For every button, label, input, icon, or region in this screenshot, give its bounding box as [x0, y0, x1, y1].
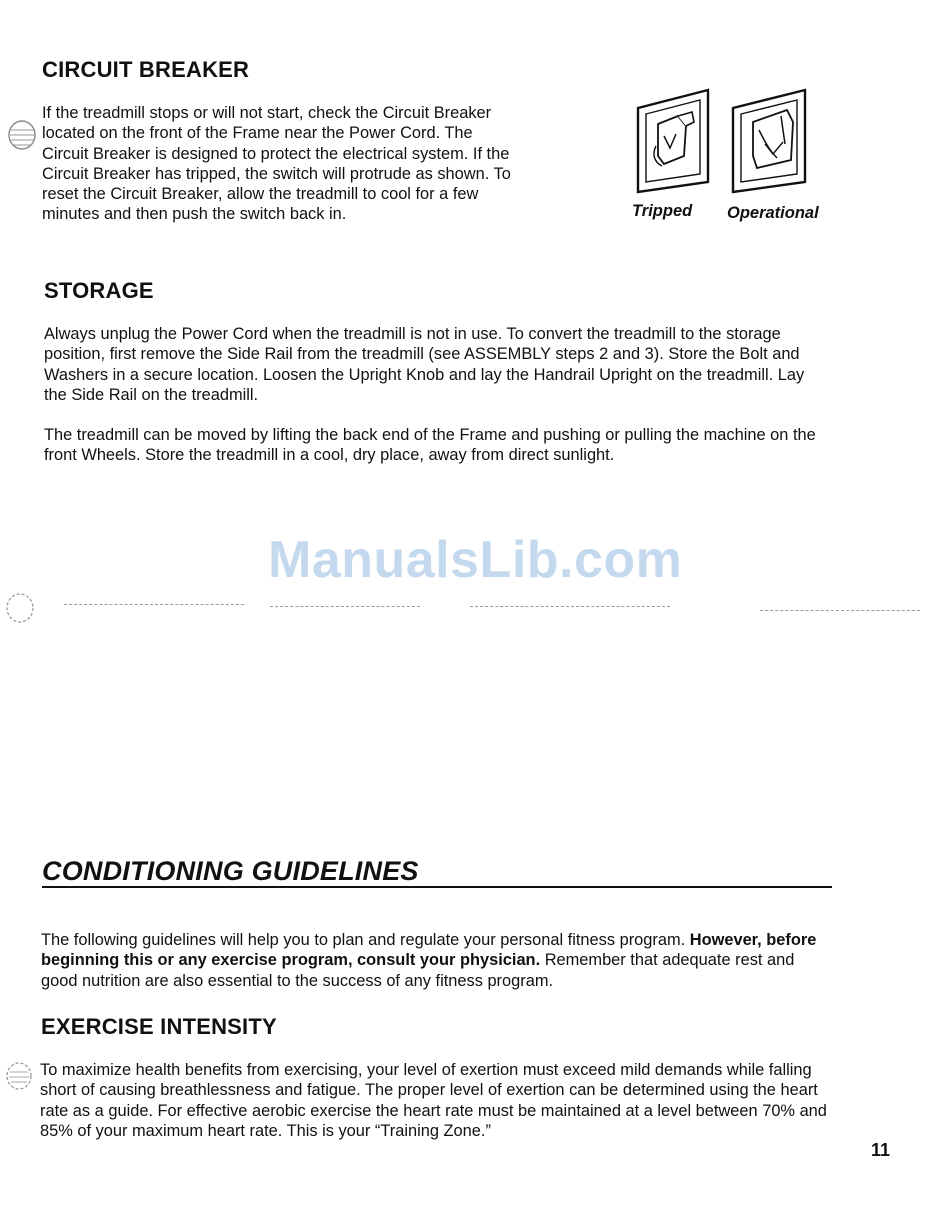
binder-hole-icon: [4, 116, 38, 156]
circuit-breaker-body: If the treadmill stops or will not start, check the Circuit Breaker located on the front of the Frame near the Power Cord. The Circuit Breaker is designed to protect the electrical system. If the Circuit Breaker has tripped, the switch will protrude as shown. To reset the Circuit Breaker, allow the treadmill to cool for a few minutes and then push the switch back in.: [42, 104, 511, 224]
conditioning-guidelines-heading: CONDITIONING GUIDELINES: [42, 856, 419, 886]
intro-text-end: Remember that adequate rest and good nutrition are also essential to the success of any fitness program.: [41, 951, 795, 990]
intro-text: The following guidelines will help you to plan and regulate your personal fitness program.: [41, 931, 686, 949]
storage-heading: STORAGE: [44, 278, 154, 303]
watermark: ManualsLib.com: [268, 531, 683, 589]
scan-mark: [270, 606, 420, 607]
operational-switch-illustration: [729, 86, 811, 198]
scan-mark: [64, 604, 244, 605]
storage-paragraph-2: The treadmill can be moved by lifting the back end of the Frame and pushing or pulling the machine on the front Wheels. Store the treadmill in a cool, dry place, away from direct sunlight.: [44, 426, 816, 465]
tripped-caption: Tripped: [632, 202, 693, 220]
scan-mark: [470, 606, 670, 607]
circuit-breaker-heading: CIRCUIT BREAKER: [42, 57, 250, 82]
tripped-switch-illustration: [634, 86, 714, 198]
physician-warning: However, before beginning this or any exercise program, consult your physician.: [41, 931, 817, 970]
operational-caption: Operational: [727, 204, 819, 222]
exercise-intensity-heading: EXERCISE INTENSITY: [41, 1014, 277, 1039]
scan-mark: [760, 610, 920, 611]
conditioning-intro: [41, 930, 831, 991]
exercise-intensity-body: To maximize health benefits from exercising, your level of exertion must exceed mild demands while falling short of causing breathlessness and fatigue. The proper level of exertion can be determined using the heart rate as a guide. For effective aerobic exercise the heart rate must be maintained at a level between 70% and 85% of your maximum heart rate. This is your “Training Zone.”: [40, 1061, 827, 1140]
binder-hole-icon: [2, 590, 38, 626]
storage-paragraph-1: Always unplug the Power Cord when the treadmill is not in use. To convert the treadmill to the storage position, first remove the Side Rail from the treadmill (see ASSEMBLY steps 2 and 3). Store the Bolt and Washers in a secure location. Loosen the Upright Knob and lay the Handrail Upright on the treadmill. Lay the Side Rail on the treadmill.: [44, 325, 805, 404]
binder-hole-icon: [2, 1058, 36, 1096]
heading-rule: [42, 886, 832, 888]
page-number: 11: [871, 1140, 891, 1160]
